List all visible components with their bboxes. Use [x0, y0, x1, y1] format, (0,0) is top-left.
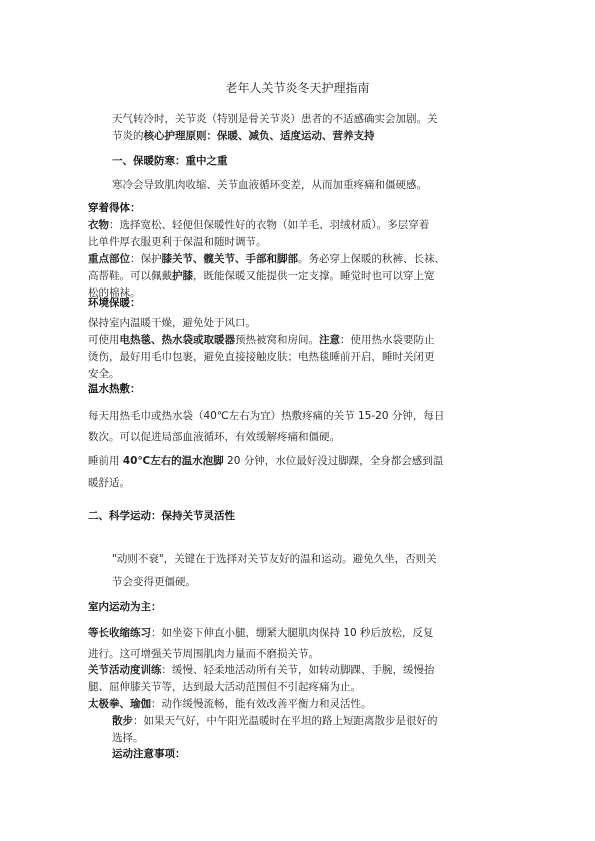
- taichi-label: 太极拳、瑜伽: [88, 698, 151, 710]
- quote-line-2: 节会变得更僵硬。: [112, 576, 196, 588]
- indoor-heading: 室内运动为主：: [88, 601, 162, 613]
- rom-text: ：缓慢、轻柔地活动所有关节，如转动脚踝、手腕，缓慢抬: [161, 664, 435, 676]
- quote-line-1: "动则不衰"，关键在于选择对关节友好的温和运动。避免久坐，否则关: [112, 553, 437, 565]
- clothes-line-2: 比单件厚衣服更利于保温和随时调节。: [88, 236, 267, 248]
- env-text-c: 预热被窝和房间。: [235, 334, 319, 346]
- warm-text-c: 20 分钟，水位最好没过脚踝，全身都会感到温: [223, 455, 444, 467]
- isometric-text: ：如坐姿下伸直小腿，绷紧大腿肌肉保持 10 秒后放松，反复: [151, 627, 434, 639]
- foot-soak: 40℃左右的温水泡脚: [122, 455, 224, 467]
- dress-heading: 穿着得体：: [88, 202, 141, 214]
- warm-line-3: [88, 453, 443, 470]
- focus-text-2c: ，既能保暖又能提供一定支撑。睡觉时也可以穿上宽: [193, 270, 435, 282]
- taichi-line: [88, 696, 372, 713]
- env-line-1: 保持室内温暖干燥，避免处于风口。: [88, 317, 256, 329]
- env-line-4: 安全。: [88, 368, 120, 380]
- intro-line-1: 天气转冷时，关节炎（特别是骨关节炎）患者的不适感确实会加剧。关: [112, 113, 438, 125]
- rom-label: 关节活动度训练: [88, 664, 162, 676]
- env-line-3: 烫伤，最好用毛巾包裹，避免直接接触皮肤；电热毯睡前开启，睡时关闭更: [88, 351, 435, 363]
- walk-text: ：如果天气好，中午阳光温暖时在平坦的路上短距离散步是很好的: [133, 715, 438, 727]
- focus-text-a: ：保护: [130, 253, 162, 265]
- clothes-text: ：选择宽松、轻便但保暖性好的衣物（如羊毛、羽绒材质）。多层穿着: [109, 219, 430, 231]
- warm-line-1: 每天用热毛巾或热水袋（40℃左右为宜）热敷疼痛的关节 15-20 分钟，每日: [88, 410, 445, 422]
- isometric-line-2: 进行。这可增强关节周围肌肉力量而不磨损关节。: [88, 648, 319, 660]
- walk-line-1: [112, 713, 438, 730]
- heating-devices: 电热毯、热水袋或取暖器: [119, 334, 235, 346]
- warm-compress-heading: 温水热敷：: [88, 383, 141, 395]
- section-1-intro: 寒冷会导致肌肉收缩、关节血液循环变差，从而加重疼痛和僵硬感。: [112, 179, 427, 191]
- focus-parts: 膝关节、髋关节、手部和脚部: [161, 253, 298, 265]
- warm-line-2: 数次。可以促进局部血液循环，有效缓解疼痛和僵硬。: [88, 431, 340, 443]
- focus-line-1: [88, 251, 445, 268]
- intro-line-2: [112, 128, 375, 145]
- walk-line-2: 选择。: [112, 732, 144, 744]
- intro-text: 节炎的: [112, 130, 144, 142]
- env-line-2: [88, 332, 435, 349]
- clothes-label: 衣物: [88, 219, 109, 231]
- isometric-label: 等长收缩练习: [88, 627, 151, 639]
- focus-text-c: 。务必穿上保暖的秋裤、长袜、: [298, 253, 445, 265]
- knee-pad: 护膝: [172, 270, 193, 282]
- section-1-heading: 一、保暖防寒：重中之重: [112, 155, 228, 167]
- exercise-notes-heading: 运动注意事项：: [112, 748, 186, 760]
- warm-line-4: 暖舒适。: [88, 477, 130, 489]
- document-title: 老年人关节炎冬天护理指南: [225, 81, 370, 95]
- env-text-a: 可使用: [88, 334, 120, 346]
- env-heading: 环境保暖：: [88, 297, 141, 309]
- core-principles: 核心护理原则：保暖、减负、适度运动、营养支持: [143, 130, 375, 142]
- isometric-line-1: [88, 625, 434, 642]
- focus-line-2: [88, 268, 435, 285]
- taichi-text: ：动作缓慢流畅，能有效改善平衡力和灵活性。: [151, 698, 372, 710]
- clothes-line-1: [88, 217, 429, 234]
- focus-text-2a: 高帮鞋。可以佩戴: [88, 270, 172, 282]
- env-text-e: ：使用热水袋要防止: [340, 334, 435, 346]
- note-label: 注意: [319, 334, 340, 346]
- rom-line-2: 腿、屈伸膝关节等，达到最大活动范围但不引起疼痛为止。: [88, 681, 361, 693]
- rom-line-1: [88, 662, 435, 679]
- section-2-heading: 二、科学运动：保持关节灵活性: [88, 510, 235, 522]
- focus-label: 重点部位: [88, 253, 130, 265]
- walk-label: 散步: [112, 715, 133, 727]
- focus-line-3: 松的棉袜。: [88, 287, 141, 299]
- warm-text-a: 睡前用: [88, 455, 123, 467]
